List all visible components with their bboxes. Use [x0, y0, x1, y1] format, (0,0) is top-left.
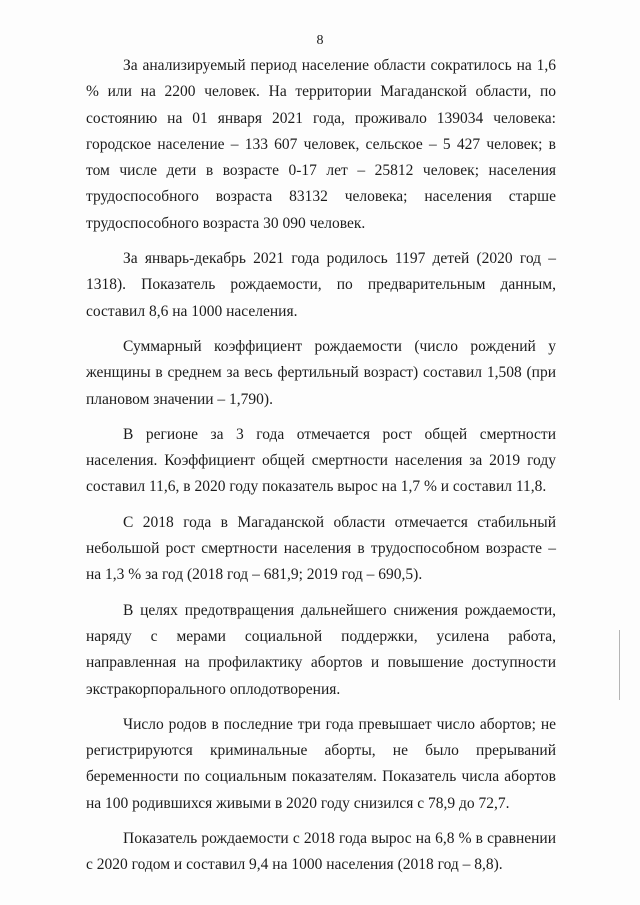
paragraph-abortions: Число родов в последние три года превышает число абортов; не регистрируются криминальные аборты, не было прерываний беременности по социальным показателям. Показатель числа абортов на 100 родившихся живыми в 2020 году снизился с 78,9 до 72,7. [86, 715, 556, 812]
paragraph-fertility-rate: Суммарный коэффициент рождаемости (число рождений у женщины в среднем за весь фертильный возраст) составил 1,508 (при плановом значении – 1,790). [86, 337, 556, 408]
paragraph-population: За анализируемый период население области сократилось на 1,6 % или на 2200 человек. На территории Магаданской области, по состоянию на 01 января 2021 года, проживало 139034 человека: городское население – 133 607 человек, сельское – 5 427 человек; в том числе дети в возрасте 0-17 лет – 25812 человек; населения трудоспособного возраста 83132 человека; населения старше трудоспособного возраста 30 090 человек. [86, 57, 556, 232]
document-body [86, 53, 556, 888]
paragraph-working-age-mortality: С 2018 года в Магаданской области отмечается стабильный небольшой рост смертности населения в трудоспособном возрасте – на 1,3 % за год (2018 год – 681,9; 2019 год – 690,5). [86, 513, 556, 584]
paragraph-birth-rate-growth: Показатель рождаемости с 2018 года вырос на 6,8 % в сравнении с 2020 годом и составил 9,4 на 1000 населения (2018 год – 8,8). [86, 830, 556, 874]
paragraph-birth-support-measures: В целях предотвращения дальнейшего снижения рождаемости, наряду с мерами социальной поддержки, усилена работа, направленная на профилактику абортов и повышение доступности экстракорпорального оплодотворения. [86, 601, 556, 698]
paragraph-mortality: В регионе за 3 года отмечается рост общей смертности населения. Коэффициент общей смертности населения за 2019 году составил 11,6, в 2020 году показатель вырос на 1,7 % и составил 11,8. [86, 425, 556, 496]
paragraph-births: За январь-декабрь 2021 года родилось 1197 детей (2020 год – 1318). Показатель рождаемости, по предварительным данным, составил 8,6 на 1000 населения. [86, 250, 556, 320]
page-number: 8 [316, 33, 324, 48]
scan-edge-mark [619, 630, 620, 700]
